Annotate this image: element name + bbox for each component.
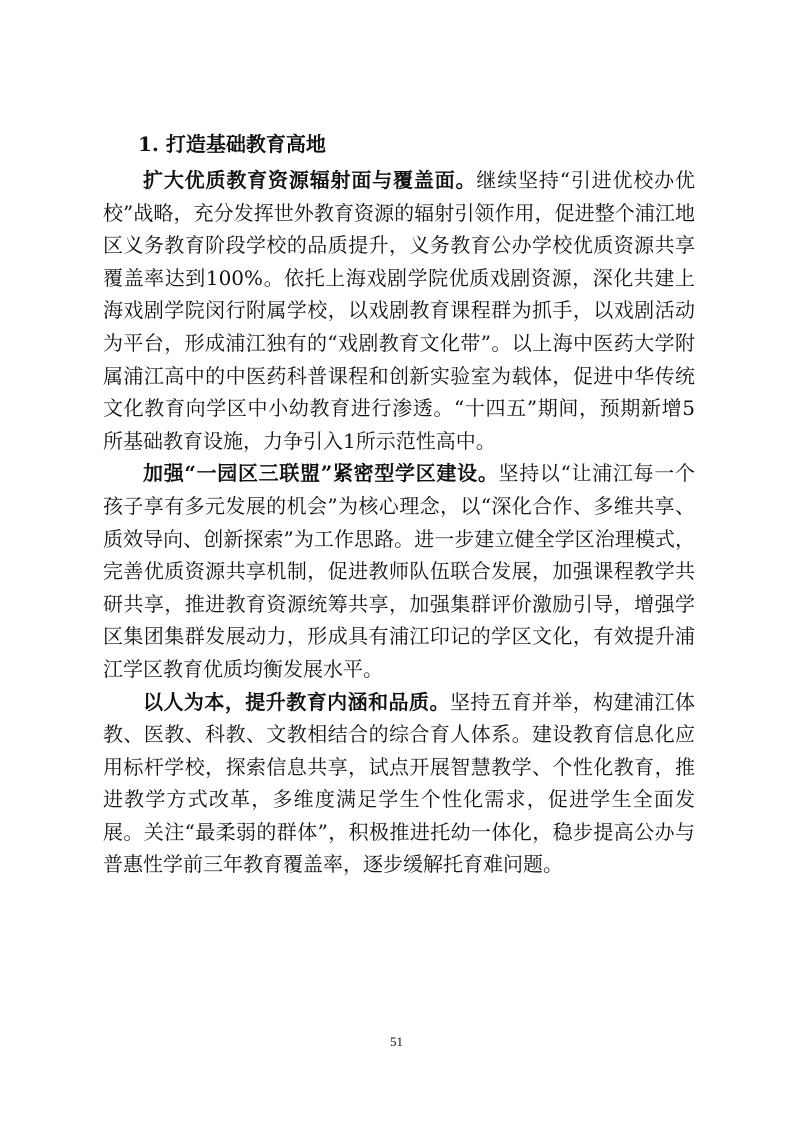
paragraph-2-lead: 加强“一园区三联盟”紧密型学区建设。 — [143, 461, 499, 486]
paragraph-3-text: 坚持五育并举，构建浦江体教、医教、科教、文教相结合的综合育人体系。建设教育信息化应用标杆学校，探索信息共享，试点开展智慧教学、个性化教育，推进教学方式改革，多维度满足学生个性化需求，促进学生全面发展。关注“最柔弱的群体”，积极推进托幼一体化，稳步提高公办与普惠性学前三年教育覆盖率，逐步缓解托育难问题。 — [103, 689, 696, 877]
paragraph-2-text: 坚持以“让浦江每一个孩子享有多元发展的机会”为核心理念，以“深化合作、多维共享、质效导向、创新探索”为工作思路。进一步建立健全学区治理模式，完善优质资源共享机制，促进教师队伍联合发展，加强课程教学共研共享，推进教育资源统筹共享，加强集群评价激励引导，增强学区集团集群发展动力，形成具有浦江印记的学区文化，有效提升浦江学区教育优质均衡发展水平。 — [103, 461, 695, 681]
paragraph-1-text: 继续坚持“引进优校办优校”战略，充分发挥世外教育资源的辐射引领作用，促进整个浦江地区义务教育阶段学校的品质提升，义务教育公办学校优质资源共享覆盖率达到100%。依托上海戏剧学院优质戏剧资源，深化共建上海戏剧学院闵行附属学校，以戏剧教育课程群为抓手，以戏剧活动为平台，形成浦江独有的“戏剧教育文化带”。以上海中医药大学附属浦江高中的中医药科普课程和创新实验室为载体，促进中华传统文化教育向学区中小幼教育进行渗透。“十四五”期间，预期新增5所基础教育设施，力争引入1所示范性高中。 — [103, 168, 696, 453]
paragraph-1 — [103, 164, 695, 457]
paragraph-1-lead: 扩大优质教育资源辐射面与覆盖面。 — [143, 168, 477, 192]
page-body — [103, 128, 695, 881]
paragraph-3-lead: 以人为本，提升教育内涵和品质。 — [143, 689, 450, 714]
paragraph-3 — [103, 686, 695, 882]
page-number: 51 — [390, 1034, 403, 1049]
section-heading: 1. 打造基础教育高地 — [138, 132, 326, 156]
paragraph-2 — [103, 457, 695, 685]
